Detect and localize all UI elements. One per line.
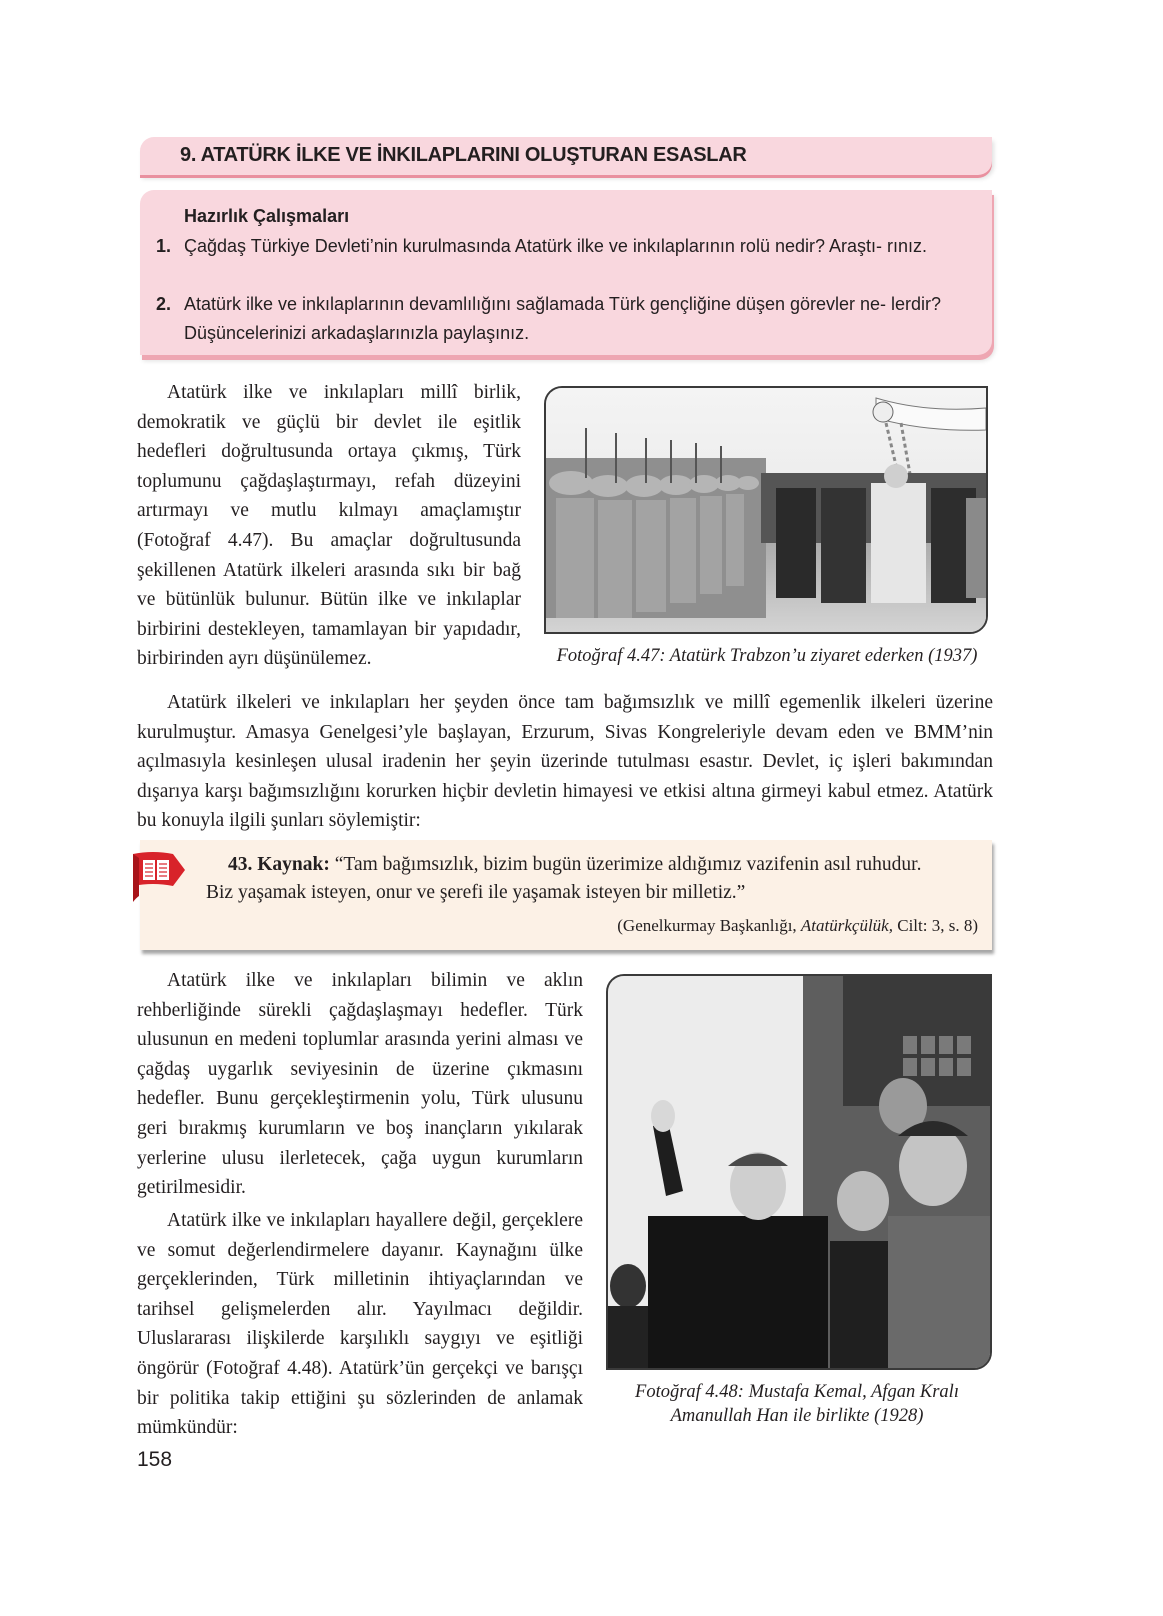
reference-suffix: Cilt: 3, s. 8) — [892, 916, 978, 935]
paragraph-2: Atatürk ilkeleri ve inkılapları her şeyden önce tam bağımsızlık ve millî egemenlik ilkeleri üzerine kurulmuştur. Amasya Genelgesi’yle başlayan, Erzurum, Sivas Kongreleriyle devam eden ve BMM’nin açılmasıyla kesinleşen ulusal iradenin her şeyin üzerinde tutulması esastır. Devlet, iç işleri bakımından dışarıya karşı bağımsızlığını korurken hiçbir devletin himayesi ve etkisi altına girmeyi kabul etmez. Atatürk bu konuyla ilgili şunları söylemiştir: — [137, 692, 993, 832]
caption-line-1: Fotoğraf 4.48: Mustafa Kemal, Afgan Kralı — [635, 1382, 959, 1402]
source-reference — [617, 916, 978, 936]
source-quote-line-1 — [228, 854, 921, 876]
source-quote-line-2: Biz yaşamak isteyen, onur ve şerefi ile yaşamak isteyen bir milletiz.” — [206, 882, 746, 903]
preparation-box — [140, 190, 992, 355]
photo-caption-4-48 — [606, 1380, 988, 1428]
photo-amanullah-han — [606, 974, 992, 1370]
photo-caption-4-47: Fotoğraf 4.47: Atatürk Trabzon’u ziyaret ederken (1937) — [556, 646, 978, 666]
caption-line-2: Amanullah Han ile birlikte (1928) — [670, 1406, 924, 1426]
reference-prefix: (Genelkurmay Başkanlığı, — [617, 916, 801, 935]
photo-trabzon-image — [546, 388, 986, 632]
preparation-heading: Hazırlık Çalışmaları — [184, 206, 350, 226]
item-number: 1. — [156, 236, 172, 256]
source-quote-text-1: “Tam bağımsızlık, bizim bugün üzerimize aldığımız vazifenin asıl ruhudur. — [334, 854, 922, 875]
paragraph-1: Atatürk ilke ve inkılapları millî birlik, demokratik ve güçlü bir devlet ile eşitlik hedefleri doğrultusunda ortaya çıkmış, Türk toplumunu çağdaşlaştırmayı, refah düzeyini artırmayı ve mutlu kılmayı amaçlamıştır (Fotoğraf 4.47). Bu amaçlar doğrultusunda şekillenen Atatürk ilkeleri arasında sıkı bir bağ ve bütünlük bulunur. Bütün ilke ve inkılaplar birbirini destekleyen, tamamlayan bir yapıdadır, birbirinden ayrı düşünülemez. — [137, 382, 521, 670]
page-number: 158 — [137, 1448, 173, 1471]
item-number: 2. — [156, 294, 172, 314]
photo-trabzon-visit — [544, 386, 988, 634]
paragraph-4: Atatürk ilke ve inkılapları hayallere değil, gerçeklere ve somut değerlendirmelere dayanır. Kaynağını ülke gerçeklerinden, Türk milletinin ihtiyaçlarından ve tarihsel gelişmelerden alır. Yayılmacı değildir. Uluslararası ilişkilerde karşılıklı saygıyı ve eşitliği öngörür (Fotoğraf 4.48). Atatürk’ün gerçekçi ve barışçı bir politika takip ettiğini şu sözlerinden de anlamak mümkündür: — [137, 1210, 583, 1439]
reference-title: Atatürkçülük, — [800, 916, 893, 935]
item-text: Çağdaş Türkiye Devleti’nin kurulmasında Atatürk ilke ve inkılaplarının rolü nedir? Araştı- rınız. — [184, 236, 928, 256]
section-header — [140, 137, 992, 175]
book-icon — [133, 850, 193, 906]
item-text: Atatürk ilke ve inkılaplarının devamlılığını sağlamada Türk gençliğine düşen görevler ne- lerdir? Düşüncelerinizi arkadaşlarınızla paylaşınız. — [184, 294, 942, 343]
section-title: 9. ATATÜRK İLKE VE İNKILAPLARINI OLUŞTURAN ESASLAR — [180, 144, 747, 166]
photo-amanullah-image — [608, 976, 990, 1368]
paragraph-3: Atatürk ilke ve inkılapları bilimin ve aklın rehberliğinde sürekli çağdaşlaşmayı hedefler. Türk ulusunun en medeni toplumlar arasında yerini alması ve çağdaş uygarlık seviyesinin de üzerine çıkmasını hedefler. Bunu gerçekleştirmenin yolu, Türk ulusunu geri bırakmış kurumların ve boş inançların yıkılarak yerlerine ulusu ilerletecek, çağa uygun kurumların getirilmesidir. — [137, 970, 583, 1199]
preparation-item — [156, 232, 966, 261]
source-label: 43. Kaynak: — [228, 854, 330, 875]
preparation-item — [156, 290, 966, 348]
source-quote-box — [140, 840, 992, 950]
